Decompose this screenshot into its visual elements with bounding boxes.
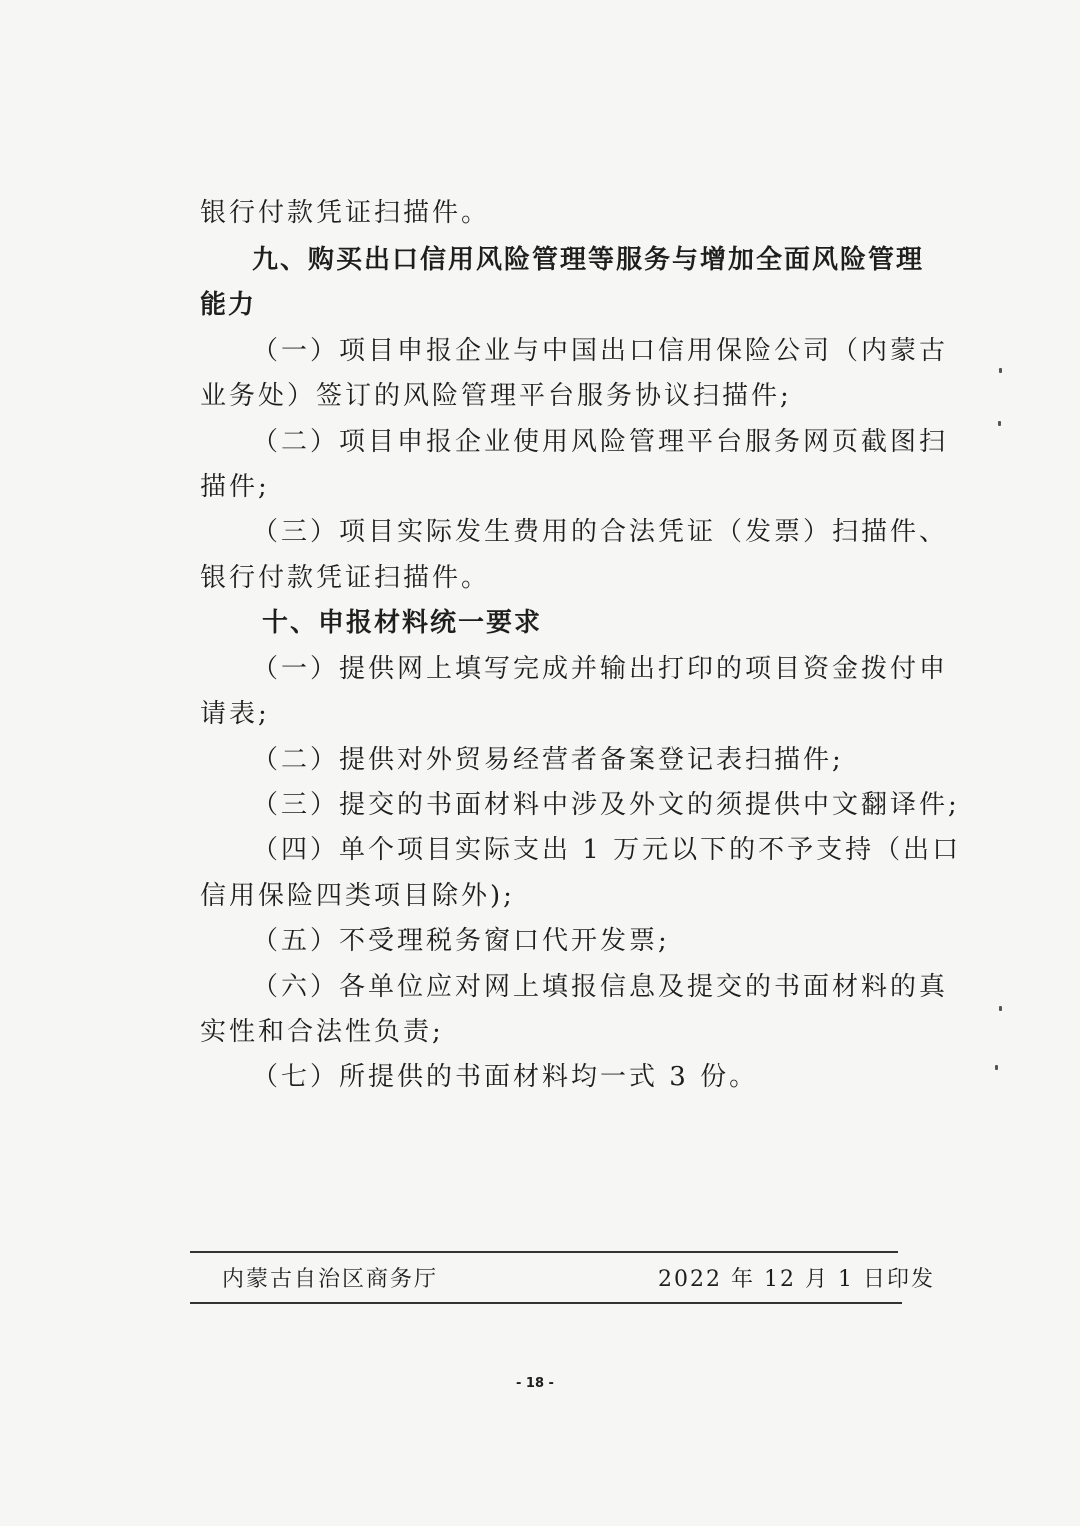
body-line: （三）提交的书面材料中涉及外文的须提供中文翻译件; xyxy=(252,790,960,820)
footer-date: 2022 年 12 月 1 日印发 xyxy=(658,1267,935,1292)
body-line: （六）各单位应对网上填报信息及提交的书面材料的真 xyxy=(252,972,949,1002)
scan-speck xyxy=(998,421,1001,426)
body-line: （二）提供对外贸易经营者备案登记表扫描件; xyxy=(252,745,844,775)
footer-bottom-rule xyxy=(190,1302,902,1304)
section-heading-10: 十、申报材料统一要求 xyxy=(262,608,543,638)
footer-top-rule xyxy=(190,1251,898,1253)
body-line: （四）单个项目实际支出 1 万元以下的不予支持（出口 xyxy=(252,835,962,865)
body-line: （七）所提供的书面材料均一式 3 份。 xyxy=(252,1062,759,1092)
body-line: （一）提供网上填写完成并输出打印的项目资金拨付申 xyxy=(252,654,949,684)
scan-speck xyxy=(999,1006,1002,1011)
footer-issuer: 内蒙古自治区商务厅 xyxy=(222,1267,439,1292)
page-number: - 18 - xyxy=(516,1376,554,1391)
body-line: （二）项目申报企业使用风险管理平台服务网页截图扫 xyxy=(252,427,949,457)
body-line: （一）项目申报企业与中国出口信用保险公司（内蒙古 xyxy=(252,336,949,366)
scan-speck xyxy=(995,1065,998,1070)
body-line: 银行付款凭证扫描件。 xyxy=(200,563,491,593)
body-line: （三）项目实际发生费用的合法凭证（发票）扫描件、 xyxy=(252,517,949,547)
section-heading-9: 九、购买出口信用风险管理等服务与增加全面风险管理 xyxy=(252,245,925,275)
scan-speck xyxy=(999,368,1002,373)
body-line: 银行付款凭证扫描件。 xyxy=(200,198,491,228)
body-line: （五）不受理税务窗口代开发票; xyxy=(252,926,670,956)
body-line: 描件; xyxy=(200,472,270,502)
body-line: 业务处）签订的风险管理平台服务协议扫描件; xyxy=(200,381,792,411)
body-line: 请表; xyxy=(200,699,270,729)
section-heading-9-continued: 能力 xyxy=(200,290,257,320)
body-line: 实性和合法性负责; xyxy=(200,1017,444,1047)
body-line: 信用保险四类项目除外); xyxy=(200,881,515,911)
